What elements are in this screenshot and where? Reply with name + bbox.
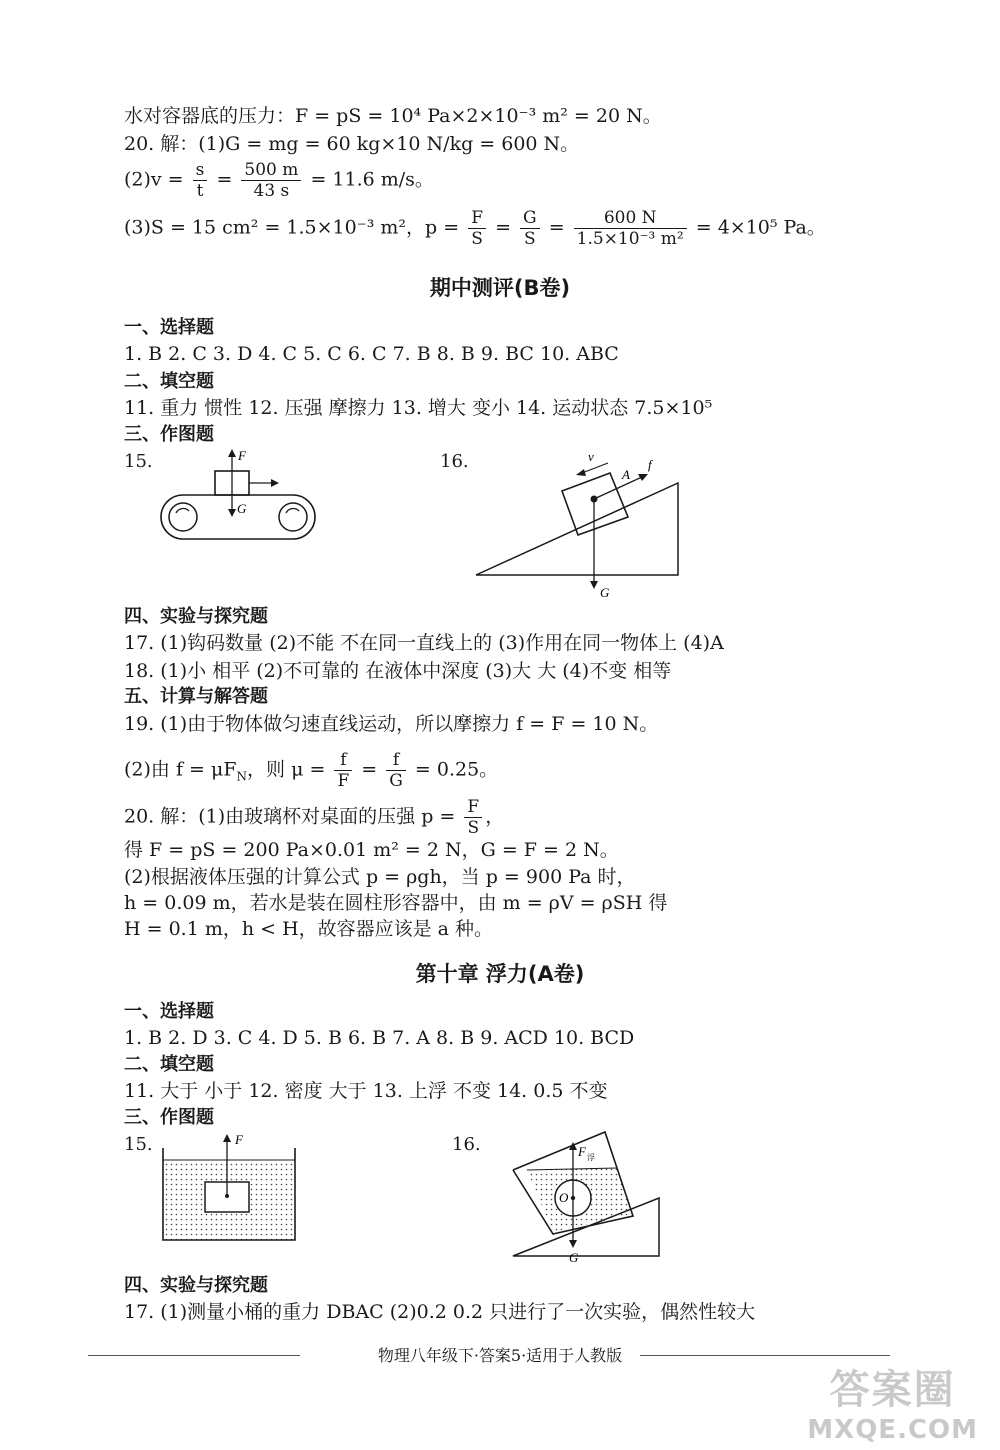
denominator: G <box>389 771 403 791</box>
label-G: G <box>569 1250 579 1265</box>
formula-text: (3)S = 15 cm² = 1.5×10⁻³ m²，p = <box>124 216 460 239</box>
label-G: G <box>237 501 247 516</box>
section-title-chapter10: 第十章 浮力(A卷) <box>415 962 585 986</box>
block <box>562 473 628 535</box>
numerator: s <box>193 160 208 181</box>
section-title-midterm: 期中测评(B卷) <box>429 276 571 300</box>
section-heading-drawing: 三、作图题 <box>124 1107 214 1128</box>
cup-on-incline-diagram <box>505 1128 665 1268</box>
formula-text: (2)由 f = μF <box>124 758 237 781</box>
answer-line-choice: 1. B 2. C 3. D 4. C 5. C 6. C 7. B 8. B 9. BC 10. ABC <box>124 343 619 365</box>
velocity-arrow <box>582 463 608 473</box>
answer-line: H = 0.1 m，h < H，故容器应该是 a 种。 <box>124 918 494 940</box>
denominator: S <box>524 229 536 249</box>
text-line: 20. 解：(1)G = mg = 60 kg×10 N/kg = 600 N。 <box>124 133 580 155</box>
formula-text: (2)v = <box>124 168 184 191</box>
formula-text: = <box>495 216 511 239</box>
label-G: G <box>600 585 610 600</box>
answer-line: h = 0.09 m，若水是装在圆柱形容器中，由 m = ρV = ρSH 得 <box>124 892 668 914</box>
section-heading-choice: 一、选择题 <box>124 1001 214 1022</box>
buoyancy-container-diagram <box>155 1128 305 1248</box>
section-heading-fill: 二、填空题 <box>124 1054 214 1075</box>
arrow-head <box>223 1134 231 1142</box>
formula-line <box>124 797 504 838</box>
page-footer: 物理八年级下·答案5·适用于人教版 <box>377 1346 623 1365</box>
arrow-head <box>228 509 236 517</box>
fraction <box>464 797 482 838</box>
section-heading-choice: 一、选择题 <box>124 317 214 338</box>
incline-triangle <box>476 483 678 575</box>
question-number: 16. <box>452 1134 481 1155</box>
answer-line-choice: 1. B 2. D 3. C 4. D 5. B 6. B 7. A 8. B 9. ACD 10. BCD <box>124 1027 635 1049</box>
arrow-head <box>590 581 598 589</box>
rotation-arrow <box>286 509 299 513</box>
pulley-left <box>169 503 197 531</box>
label-O: O <box>559 1190 569 1205</box>
formula-text: = <box>548 216 565 239</box>
formula-line <box>124 208 826 249</box>
label-F: F <box>238 448 246 463</box>
formula-text: = <box>216 168 233 191</box>
answer-line-fill: 11. 大于 小于 12. 密度 大于 13. 上浮 不变 14. 0.5 不变 <box>124 1080 608 1102</box>
formula-text: ，则 μ = <box>247 758 326 781</box>
watermark-logo: 答案圈 <box>829 1367 956 1413</box>
numerator: f <box>386 750 406 771</box>
answer-line: 17. (1)测量小桶的重力 DBAC (2)0.2 0.2 只进行了一次实验，偶然性较大 <box>124 1301 756 1323</box>
watermark-url: MXQE.COM <box>807 1415 978 1445</box>
formula-text: = 11.6 m/s。 <box>310 168 434 191</box>
text-line: 水对容器底的压力：F = pS = 10⁴ Pa×2×10⁻³ m² = 20 N。 <box>124 105 662 127</box>
arrow-head <box>228 449 236 457</box>
formula-line <box>124 750 498 791</box>
numerator: F <box>464 797 482 818</box>
numerator: F <box>468 208 486 229</box>
formula-text: = 0.25。 <box>414 758 499 781</box>
fraction <box>520 208 540 249</box>
section-heading-drawing: 三、作图题 <box>124 424 214 445</box>
answer-line-fill: 11. 重力 惯性 12. 压强 摩擦力 13. 增大 变小 14. 运动状态 7.5×10⁵ <box>124 397 713 419</box>
friction-arrow <box>594 477 642 499</box>
answer-line: 18. (1)小 相平 (2)不可靠的 在液体中深度 (3)大 大 (4)不变 相等 <box>124 660 672 682</box>
arrow-head <box>569 1240 577 1248</box>
denominator: F <box>337 771 350 791</box>
denominator: 1.5×10⁻³ m² <box>576 229 684 249</box>
numerator: G <box>520 208 540 229</box>
denominator: S <box>471 229 483 249</box>
fraction <box>241 160 301 201</box>
fraction <box>574 208 687 249</box>
question-number: 16. <box>440 451 469 472</box>
label-F: F <box>235 1132 243 1147</box>
formula-text: ， <box>485 805 505 828</box>
answer-line: 17. (1)钩码数量 (2)不能 不在同一直线上的 (3)作用在同一物体上 (4)A <box>124 632 724 654</box>
answer-line: 19. (1)由于物体做匀速直线运动，所以摩擦力 f = F = 10 N。 <box>124 713 659 735</box>
formula-text: = 4×10⁵ Pa。 <box>695 216 826 239</box>
fraction <box>386 750 406 791</box>
section-heading-experiment: 四、实验与探究题 <box>124 606 268 627</box>
incline-diagram <box>470 445 690 605</box>
fraction <box>334 750 352 791</box>
label-v: v <box>588 449 594 464</box>
arrow-head <box>271 479 279 487</box>
question-number: 15. <box>124 1134 153 1155</box>
watermark <box>807 1358 978 1445</box>
section-heading-calculation: 五、计算与解答题 <box>124 686 268 707</box>
formula-line <box>124 160 434 201</box>
subscript: N <box>236 769 248 784</box>
label-F: F <box>578 1144 586 1159</box>
label-A: A <box>622 467 630 482</box>
formula-text: 20. 解：(1)由玻璃杯对桌面的压强 p = <box>124 805 456 828</box>
pulley-right <box>279 503 307 531</box>
numerator: 600 N <box>574 208 687 229</box>
formula-text: = <box>361 758 378 781</box>
numerator: 500 m <box>241 160 301 181</box>
arrow-head <box>576 469 586 476</box>
numerator: f <box>334 750 352 771</box>
section-heading-fill: 二、填空题 <box>124 371 214 392</box>
denominator: t <box>196 181 204 201</box>
fraction <box>193 160 208 201</box>
label-f: f <box>648 457 652 472</box>
denominator: S <box>467 818 480 838</box>
conveyor-belt-diagram <box>155 445 325 545</box>
denominator: 43 s <box>253 181 290 201</box>
fraction <box>468 208 486 249</box>
answer-line: 得 F = pS = 200 Pa×0.01 m² = 2 N，G = F = 2 N。 <box>124 839 619 861</box>
section-heading-experiment: 四、实验与探究题 <box>124 1275 268 1296</box>
answer-line: (2)根据液体压强的计算公式 p = ρgh，当 p = 900 Pa 时， <box>124 866 636 888</box>
label-F-subscript: 浮 <box>587 1153 595 1162</box>
rotation-arrow <box>176 509 189 513</box>
question-number: 15. <box>124 451 153 472</box>
